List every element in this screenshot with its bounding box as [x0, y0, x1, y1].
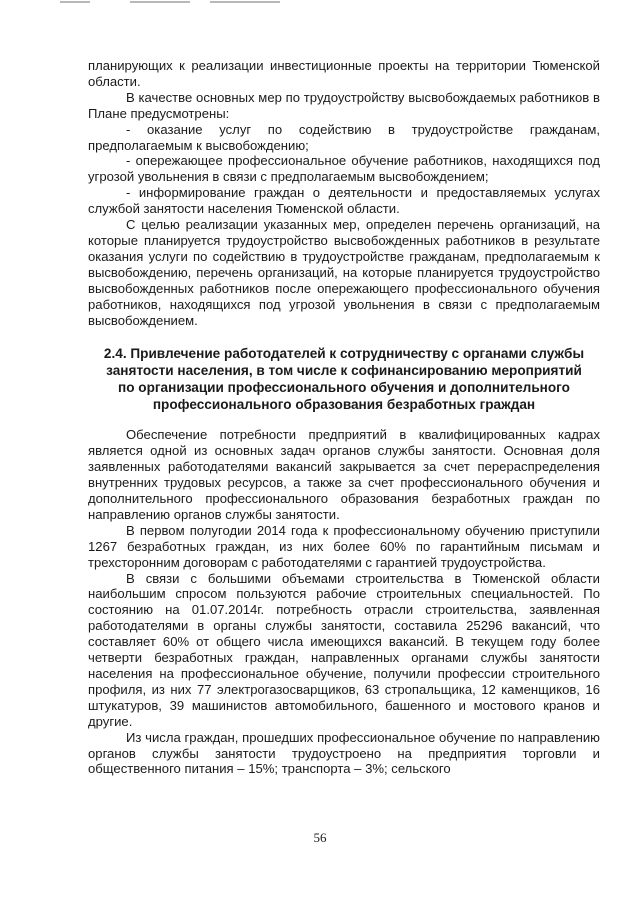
section-heading-line: по организации профессионального обучения и дополнительного	[118, 380, 570, 396]
bullet-item: - оказание услуг по содействию в трудоустройстве гражданам, предполагаемым к высвобождению;	[88, 121, 600, 153]
paragraph-organizations-list: С целью реализации указанных мер, определен перечень организаций, на которые планируется трудоустройство высвобожденных работников в результате оказания услуги по содействию в трудоустройстве гражданам, предполагаемым к высвобождению, перечень организаций, на которые планируется трудоустройство высвобожденных работников после опережающего профессионального обучения работников, находящихся под угрозой увольнения в связи с предполагаемым высвобождением.	[88, 217, 600, 328]
section-heading-line: 2.4. Привлечение работодателей к сотрудничеству с органами службы	[103, 346, 585, 362]
page-number: 56	[313, 830, 327, 845]
bullet-item: - опережающее профессиональное обучение работников, находящихся под угрозой увольнения в связи с предполагаемым высвобождением;	[88, 153, 600, 185]
paragraph-continuation: планирующих к реализации инвестиционные проекты на территории Тюменской области.	[88, 58, 600, 89]
section-heading	[88, 345, 600, 413]
paragraph-construction-demand: В связи с большими объемами строительства в Тюменской области наибольшим спросом пользуются рабочие строительных специальностей. По состоянию на 01.07.2014г. потребность отрасли строительства, заявленная работодателями в органы службы занятости, составила 25296 вакансий, что составляет 60% от общего числа имеющихся вакансий. В текущем году более четверти безработных граждан, направленных органами службы занятости населения на профессиональное обучение, получили профессии строительного профиля, из них 77 электрогазосварщиков, 63 стропальщика, 12 каменщиков, 16 штукатуров, 39 машинистов автомобильного, башенного и мостового кранов и другие.	[88, 570, 600, 729]
paragraph-first-half-2014: В первом полугодии 2014 года к профессиональному обучению приступили 1267 безработных граждан, из них более 60% по гарантийным письмам и трехсторонним договорам с работодателями с гарантией трудоустройства.	[88, 522, 600, 570]
scan-artifact-marks	[60, 0, 290, 6]
section-heading-line: занятости населения, в том числе к софинансированию мероприятий	[106, 363, 582, 379]
paragraph-measures-intro: В качестве основных мер по трудоустройству высвобождаемых работников в Плане предусмотрены:	[88, 89, 600, 121]
paragraph-employment-outcomes: Из числа граждан, прошедших профессиональное обучение по направлению органов службы занятости трудоустроено на предприятия торговли и общественного питания – 15%; транспорта – 3%; сельского	[88, 729, 600, 777]
paragraph-enterprise-needs: Обеспечение потребности предприятий в квалифицированных кадрах является одной из основных задач органов службы занятости. Основная доля заявленных работодателями вакансий закрывается за счет перераспределения внутренних трудовых ресурсов, а также за счет профессионального обучения и дополнительного профессионального образования безработных граждан по направлению органов службы занятости.	[88, 427, 600, 522]
section-heading-line: профессионального образования безработных граждан	[152, 397, 536, 413]
document-body	[88, 58, 600, 777]
bullet-item: - информирование граждан о деятельности и предоставляемых услугах службой занятости населения Тюменской области.	[88, 185, 600, 217]
